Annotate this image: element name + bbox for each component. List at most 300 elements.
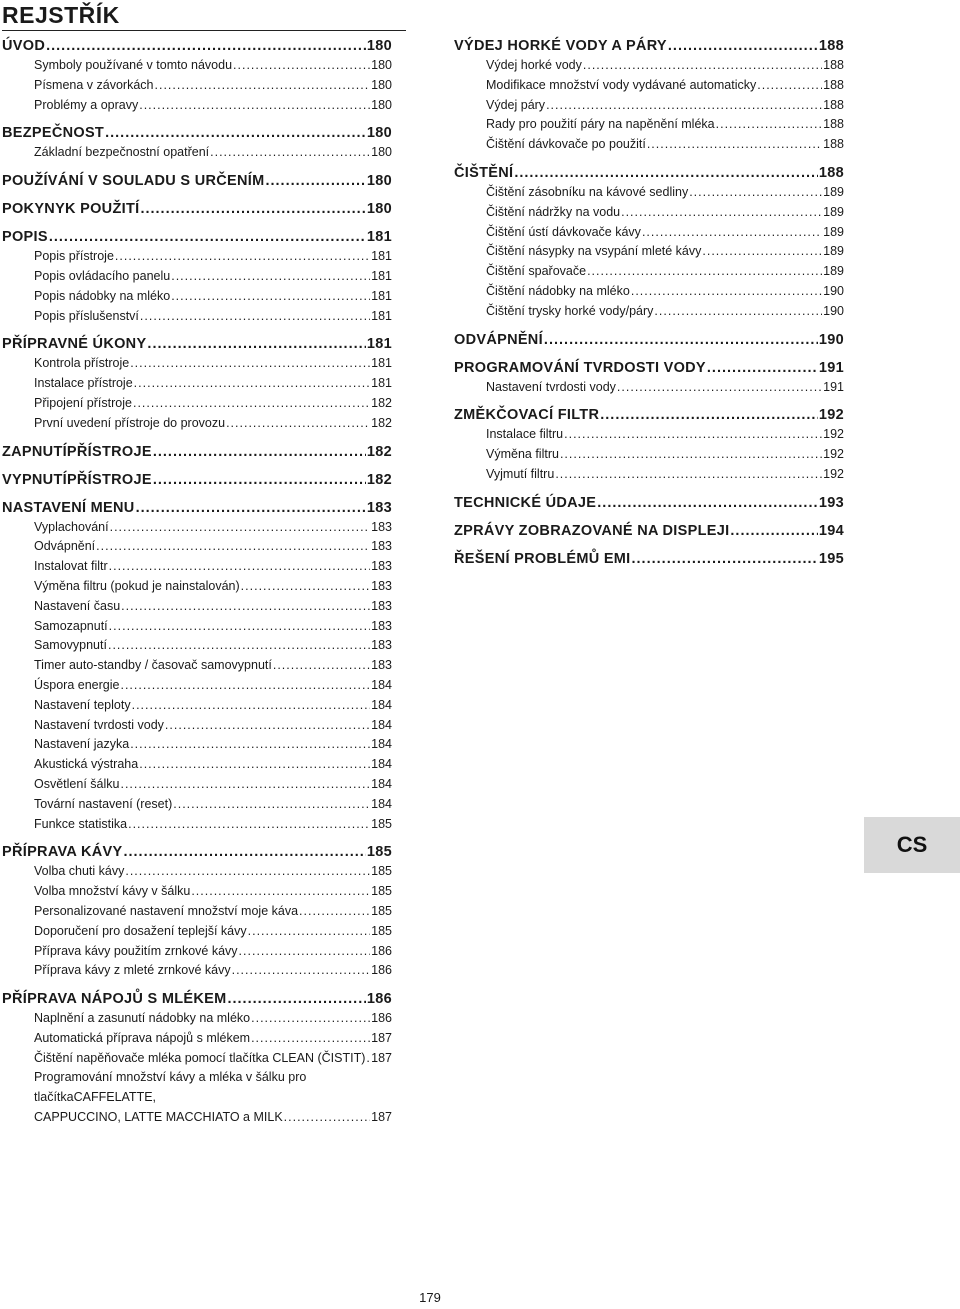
section-label: PROGRAMOVÁNÍ TVRDOSTI VODY: [454, 359, 706, 376]
entry-label: Popis přístroje: [34, 249, 114, 264]
entry-label: Nastavení tvrdosti vody: [34, 717, 164, 732]
section-page-number: 180: [366, 173, 392, 190]
dot-leader: [631, 282, 822, 302]
toc-entry[interactable]: [34, 755, 392, 775]
dot-leader: [654, 302, 822, 322]
dot-leader: [514, 163, 818, 183]
entry-page-number: 188: [823, 117, 844, 132]
toc-entry[interactable]: [34, 902, 392, 922]
entry-page-number: 190: [823, 303, 844, 318]
dot-leader: [600, 405, 818, 425]
toc-section[interactable]: [454, 36, 844, 56]
entry-label: Popis příslušenství: [34, 308, 139, 323]
toc-entry[interactable]: [486, 425, 844, 445]
dot-leader: [632, 549, 818, 569]
entry-label: Výdej horké vody: [486, 58, 582, 72]
section-label: ŘEŠENÍ PROBLÉMŮ EMI: [454, 550, 631, 567]
toc-entry[interactable]: [34, 597, 392, 617]
entry-label: První uvedení přístroje do provozu: [34, 415, 226, 430]
entry-page-number: 188: [823, 58, 844, 72]
dot-leader: [173, 795, 370, 815]
toc-entry[interactable]: [486, 96, 844, 116]
section-page-number: 190: [818, 331, 844, 348]
toc-entry[interactable]: [34, 374, 392, 394]
toc-section[interactable]: [2, 989, 392, 1009]
entry-label: Nastavení času: [34, 598, 121, 613]
entry-label: Osvětlení šálku: [34, 776, 120, 791]
entry-page-number: 183: [371, 559, 392, 574]
section-label: PŘÍPRAVA KÁVY: [2, 844, 123, 861]
entry-page-number: 183: [371, 539, 392, 554]
entry-page-number: 183: [371, 618, 392, 633]
toc-entry[interactable]: [34, 676, 392, 696]
entry-label: Výměna filtru (pokud je nainstalován): [34, 578, 240, 593]
section-label: TECHNICKÉ ÚDAJE: [454, 494, 597, 511]
entry-label: Výměna filtru: [486, 447, 559, 462]
dot-leader: [153, 442, 366, 462]
toc-entry[interactable]: [34, 1068, 392, 1127]
dot-leader: [125, 862, 370, 882]
entry-page-number: 181: [371, 268, 392, 283]
toc-entry[interactable]: [34, 1009, 392, 1029]
entry-page-number: 189: [823, 184, 844, 199]
dot-leader: [621, 203, 822, 223]
dot-leader: [689, 183, 822, 203]
entry-page-number: 191: [823, 379, 844, 394]
section-page-number: 188: [818, 38, 844, 54]
dot-leader: [115, 247, 370, 267]
entry-label: Čištění násypky na vsypání mleté kávy: [486, 244, 702, 259]
dot-leader: [130, 735, 370, 755]
dot-leader: [120, 676, 370, 696]
section-label: ÚVOD: [2, 38, 46, 54]
dot-leader: [265, 171, 365, 191]
entry-page-number: 184: [371, 757, 392, 772]
dot-leader: [587, 262, 822, 282]
entry-page-number: 188: [823, 77, 844, 92]
entry-label: Vyplachování: [34, 519, 109, 534]
dot-leader: [248, 922, 371, 942]
entry-page-number: 185: [371, 903, 392, 918]
section-page-number: 185: [366, 844, 392, 861]
entry-label: Čištění dávkovače po použití: [486, 137, 646, 152]
toc-entry[interactable]: [34, 518, 392, 538]
entry-page-number: 187: [371, 1050, 392, 1065]
entry-label: Úspora energie: [34, 677, 120, 692]
section-label: POKYNYK POUŽITÍ: [2, 201, 140, 218]
dot-leader: [544, 330, 818, 350]
dot-leader: [757, 76, 822, 96]
entry-label: Problémy a opravy: [34, 97, 139, 112]
dot-leader: [165, 716, 370, 736]
dot-leader: [210, 143, 370, 163]
entry-page-number: 184: [371, 697, 392, 712]
toc-entry[interactable]: [486, 282, 844, 302]
entry-label: Čištění ústí dávkovače kávy: [486, 224, 641, 239]
entry-label: Instalace filtru: [486, 427, 564, 442]
entry-page-number: 181: [371, 356, 392, 371]
dot-leader: [171, 287, 370, 307]
entry-label: Nastavení tvrdosti vody: [486, 379, 616, 394]
entry-page-number: 181: [371, 376, 392, 391]
dot-leader: [546, 96, 822, 116]
dot-leader: [555, 465, 822, 485]
toc-section[interactable]: [2, 442, 392, 462]
dot-leader: [153, 470, 366, 490]
entry-page-number: 190: [823, 283, 844, 298]
dot-leader: [109, 557, 371, 577]
toc-section[interactable]: [2, 842, 392, 862]
toc-entry[interactable]: [34, 716, 392, 736]
entry-label: Čištění nádobky na mléko: [486, 283, 630, 298]
entry-page-number: 184: [371, 717, 392, 732]
toc-entry[interactable]: [486, 56, 844, 76]
section-label: ZAPNUTÍPŘÍSTROJE: [2, 443, 152, 460]
dot-leader: [139, 96, 370, 116]
toc-section[interactable]: [2, 498, 392, 518]
entry-page-number: 184: [371, 737, 392, 752]
entry-page-number: 189: [823, 204, 844, 219]
dot-leader: [49, 227, 366, 247]
page-title: REJSTŘÍK: [2, 0, 406, 31]
toc-entry[interactable]: [34, 961, 392, 981]
section-page-number: 186: [366, 991, 392, 1008]
toc-section[interactable]: [2, 227, 392, 247]
section-page-number: 180: [366, 38, 392, 54]
dot-leader: [96, 537, 370, 557]
dot-leader: [140, 307, 370, 327]
dot-leader: [123, 842, 365, 862]
dot-leader: [647, 135, 822, 155]
toc-entry[interactable]: [34, 287, 392, 307]
toc-entry[interactable]: [34, 942, 392, 962]
toc-section[interactable]: [454, 521, 844, 541]
entry-label: Instalace přístroje: [34, 376, 133, 391]
toc-entry[interactable]: [486, 242, 844, 262]
toc-entry[interactable]: [486, 465, 844, 485]
toc-section[interactable]: [454, 358, 844, 378]
entry-page-number: 189: [823, 244, 844, 259]
dot-leader: [560, 445, 822, 465]
toc-entry[interactable]: [34, 307, 392, 327]
entry-page-number: 185: [371, 884, 392, 899]
entry-page-number: 188: [823, 137, 844, 152]
section-label: ZPRÁVY ZOBRAZOVANÉ NA DISPLEJI: [454, 522, 730, 539]
section-page-number: 191: [818, 359, 844, 376]
toc-entry[interactable]: [34, 862, 392, 882]
toc-entry[interactable]: [34, 76, 392, 96]
toc-section[interactable]: [2, 199, 392, 219]
toc-section[interactable]: [454, 330, 844, 350]
entry-label: Samovypnutí: [34, 638, 107, 653]
section-label: PŘÍPRAVA NÁPOJŮ S MLÉKEM: [2, 991, 227, 1008]
language-tab: [864, 817, 960, 873]
entry-page-number: 180: [371, 145, 392, 160]
entry-page-number: 186: [371, 963, 392, 978]
toc-section[interactable]: [454, 163, 844, 183]
toc-section[interactable]: [2, 123, 392, 143]
section-label: ČIŠTĚNÍ: [454, 164, 514, 181]
section-page-number: 188: [818, 164, 844, 181]
toc-entry[interactable]: [34, 636, 392, 656]
dot-leader: [642, 223, 822, 243]
section-label: ZMĚKČOVACÍ FILTR: [454, 407, 600, 424]
section-page-number: 183: [366, 499, 392, 516]
entry-page-number: 184: [371, 776, 392, 791]
entry-label: Popis ovládacího panelu: [34, 268, 171, 283]
toc-entry[interactable]: [34, 267, 392, 287]
entry-label: Programování množství kávy a mléka v šálku pro tlačítkaCAFFELATTE,: [34, 1070, 307, 1105]
section-page-number: 180: [366, 125, 392, 142]
toc-entry[interactable]: [34, 557, 392, 577]
section-label: POUŽÍVÁNÍ V SOULADU S URČENÍM: [2, 173, 265, 190]
entry-label: Připojení přístroje: [34, 395, 132, 410]
dot-leader: [191, 882, 370, 902]
page-number: 179: [419, 1290, 441, 1305]
dot-leader: [241, 577, 370, 597]
dot-leader: [564, 425, 822, 445]
entry-page-number: 183: [371, 598, 392, 613]
entry-label: Automatická příprava nápojů s mlékem: [34, 1030, 251, 1045]
entry-page-number: 180: [371, 58, 392, 72]
entry-label: Výdej páry: [486, 97, 546, 112]
entry-label: Personalizované nastavení množství moje káva: [34, 903, 299, 918]
dot-leader: [239, 942, 371, 962]
dot-leader: [232, 961, 371, 981]
dot-leader: [716, 115, 823, 135]
entry-label: Čištění napěňovače mléka pomocí tlačítka CLEAN (ČISTIT): [34, 1050, 366, 1065]
dot-leader: [120, 775, 370, 795]
dot-leader: [109, 617, 370, 637]
toc-section[interactable]: [2, 171, 392, 191]
entry-page-number: 186: [371, 943, 392, 958]
toc-entry[interactable]: [486, 445, 844, 465]
section-page-number: 193: [818, 494, 844, 511]
entry-page-number: 183: [371, 638, 392, 653]
entry-label: Čištění nádržky na vodu: [486, 204, 621, 219]
entry-page-number: 184: [371, 796, 392, 811]
toc-section[interactable]: [454, 493, 844, 513]
dot-leader: [108, 636, 370, 656]
toc-entry[interactable]: [34, 882, 392, 902]
entry-page-number: 186: [371, 1011, 392, 1026]
entry-label: Kontrola přístroje: [34, 356, 130, 371]
dot-leader: [227, 989, 365, 1009]
entry-page-number: 183: [371, 578, 392, 593]
entry-label: Modifikace množství vody vydávané automaticky: [486, 77, 757, 92]
toc-entry[interactable]: [486, 76, 844, 96]
dot-leader: [139, 755, 370, 775]
section-page-number: 194: [818, 522, 844, 539]
toc-section[interactable]: [2, 36, 392, 56]
toc-entry[interactable]: [34, 696, 392, 716]
entry-page-number: 185: [371, 923, 392, 938]
entry-label: Timer auto-standby / časovač samovypnutí: [34, 658, 272, 673]
entry-second-line: [34, 1108, 392, 1128]
dot-leader: [251, 1009, 370, 1029]
dot-leader: [105, 123, 366, 143]
toc-entry[interactable]: [34, 143, 392, 163]
entry-label: Instalovat filtr: [34, 559, 108, 574]
toc-entry[interactable]: [34, 617, 392, 637]
toc-entry[interactable]: [34, 1029, 392, 1049]
section-label: VYPNUTÍPŘÍSTROJE: [2, 471, 152, 488]
dot-leader: [730, 521, 818, 541]
entry-page-number: 188: [823, 97, 844, 112]
toc-entry[interactable]: [486, 183, 844, 203]
dot-leader: [128, 815, 370, 835]
toc-entry[interactable]: [34, 815, 392, 835]
entry-label: Písmena v závorkách: [34, 77, 154, 92]
dot-leader: [233, 56, 370, 76]
dot-leader: [46, 36, 366, 56]
section-label: BEZPEČNOST: [2, 125, 105, 142]
dot-leader: [134, 374, 370, 394]
toc-section[interactable]: [2, 470, 392, 490]
toc-section[interactable]: [2, 334, 392, 354]
toc-right-column: [454, 36, 844, 569]
section-page-number: 195: [818, 550, 844, 567]
entry-page-number: 181: [371, 308, 392, 323]
dot-leader: [617, 378, 822, 398]
entry-label: Naplnění a zasunutí nádobky na mléko: [34, 1011, 251, 1026]
toc-entry[interactable]: [486, 115, 844, 135]
dot-leader: [707, 358, 818, 378]
toc-entry[interactable]: [34, 735, 392, 755]
entry-label: Popis nádobky na mléko: [34, 288, 171, 303]
section-page-number: 182: [366, 471, 392, 488]
toc-entry[interactable]: [34, 577, 392, 597]
toc-entry[interactable]: [34, 414, 392, 434]
entry-label: Příprava kávy z mleté zrnkové kávy: [34, 963, 231, 978]
entry-page-number: 182: [371, 395, 392, 410]
toc-entry[interactable]: [34, 1049, 392, 1069]
toc-entry[interactable]: [34, 394, 392, 414]
entry-label: Čištění spařovače: [486, 264, 587, 279]
dot-leader: [140, 199, 365, 219]
entry-page-number: 183: [371, 519, 392, 534]
dot-leader: [668, 36, 818, 56]
section-page-number: 180: [366, 201, 392, 218]
toc-entry[interactable]: [486, 135, 844, 155]
toc-entry[interactable]: [486, 378, 844, 398]
toc-entry[interactable]: [486, 223, 844, 243]
dot-leader: [121, 597, 370, 617]
entry-label: Samozapnutí: [34, 618, 108, 633]
entry-label: Akustická výstraha: [34, 757, 139, 772]
section-page-number: 192: [818, 407, 844, 424]
entry-label: Tovární nastavení (reset): [34, 796, 173, 811]
entry-label: Vyjmutí filtru: [486, 466, 555, 481]
entry-label: Odvápnění: [34, 539, 96, 554]
entry-label: Příprava kávy použitím zrnkové kávy: [34, 943, 238, 958]
toc-entry[interactable]: [34, 537, 392, 557]
toc-entry[interactable]: [34, 247, 392, 267]
entry-label: Čištění trysky horké vody/páry: [486, 303, 654, 318]
toc-section[interactable]: [454, 405, 844, 425]
language-tab-label: CS: [896, 832, 928, 857]
toc-left-column: [2, 36, 392, 1128]
dot-leader: [583, 56, 822, 76]
entry-page-number: 181: [371, 249, 392, 264]
toc-entry[interactable]: [34, 96, 392, 116]
entry-page-number: 187: [371, 1110, 392, 1125]
dot-leader: [132, 696, 371, 716]
dot-leader: [597, 493, 818, 513]
entry-page-number: 183: [371, 658, 392, 673]
entry-label: Funkce statistika: [34, 816, 128, 831]
toc-entry[interactable]: [486, 302, 844, 322]
dot-leader: [284, 1108, 370, 1128]
dot-leader: [702, 242, 822, 262]
dot-leader: [366, 1049, 370, 1069]
section-label: POPIS: [2, 229, 48, 246]
entry-page-number: 185: [371, 864, 392, 879]
section-label: PŘÍPRAVNÉ ÚKONY: [2, 336, 147, 353]
entry-label: Volba množství kávy v šálku: [34, 884, 191, 899]
entry-page-number: 180: [371, 97, 392, 112]
entry-label: Rady pro použití páry na napěnění mléka: [486, 117, 715, 132]
entry-page-number: 184: [371, 677, 392, 692]
dot-leader: [136, 498, 366, 518]
toc-entry[interactable]: [34, 795, 392, 815]
toc-entry[interactable]: [34, 56, 392, 76]
entry-page-number: 180: [371, 77, 392, 92]
dot-leader: [155, 76, 371, 96]
entry-label: Symboly používané v tomto návodu: [34, 58, 233, 72]
entry-label: Nastavení jazyka: [34, 737, 130, 752]
dot-leader: [226, 414, 370, 434]
dot-leader: [251, 1029, 370, 1049]
toc-entry[interactable]: [34, 922, 392, 942]
dot-leader: [110, 518, 371, 538]
toc-entry[interactable]: [34, 775, 392, 795]
dot-leader: [133, 394, 370, 414]
entry-label-continued: CAPPUCCINO, LATTE MACCHIATO a MILK: [34, 1110, 283, 1125]
entry-page-number: 185: [371, 816, 392, 831]
toc-entry[interactable]: [486, 203, 844, 223]
section-label: ODVÁPNĚNÍ: [454, 331, 543, 348]
entry-page-number: 192: [823, 447, 844, 462]
toc-entry[interactable]: [34, 656, 392, 676]
entry-label: Nastavení teploty: [34, 697, 131, 712]
section-label: NASTAVENÍ MENU: [2, 499, 135, 516]
entry-page-number: 187: [371, 1030, 392, 1045]
section-page-number: 181: [366, 336, 392, 353]
toc-section[interactable]: [454, 549, 844, 569]
entry-page-number: 189: [823, 224, 844, 239]
dot-leader: [130, 354, 370, 374]
dot-leader: [147, 334, 365, 354]
entry-page-number: 181: [371, 288, 392, 303]
dot-leader: [299, 902, 370, 922]
entry-page-number: 189: [823, 264, 844, 279]
dot-leader: [273, 656, 370, 676]
entry-label: Volba chuti kávy: [34, 864, 125, 879]
entry-label: Základní bezpečnostní opatření: [34, 145, 210, 160]
dot-leader: [171, 267, 370, 287]
entry-page-number: 192: [823, 427, 844, 442]
toc-entry[interactable]: [34, 354, 392, 374]
section-label: VÝDEJ HORKÉ VODY A PÁRY: [454, 38, 667, 54]
section-page-number: 181: [366, 229, 392, 246]
toc-entry[interactable]: [486, 262, 844, 282]
section-page-number: 182: [366, 443, 392, 460]
entry-label: Doporučení pro dosažení teplejší kávy: [34, 923, 247, 938]
entry-page-number: 182: [371, 415, 392, 430]
entry-page-number: 192: [823, 466, 844, 481]
entry-label: Čištění zásobníku na kávové sedliny: [486, 184, 689, 199]
